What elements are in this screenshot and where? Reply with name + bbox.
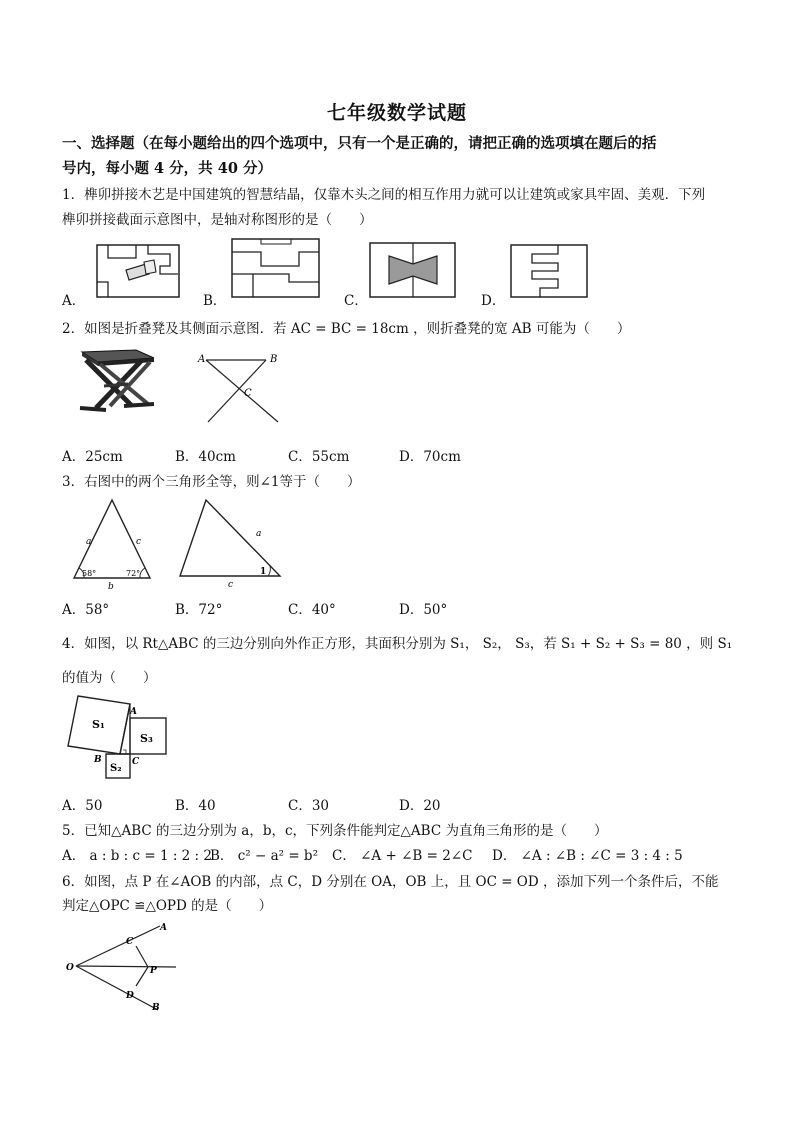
q2-label-c: C	[244, 388, 252, 399]
q4-label-b: B	[94, 755, 102, 765]
q2-text: 2．如图是折叠凳及其侧面示意图．若 AC = BC = 18cm ，则折叠凳的宽 AB 可能为（ ）	[62, 321, 631, 337]
q2-option-c[interactable]: C．55cm	[288, 449, 350, 465]
q3-t2-label-c: c	[228, 580, 234, 590]
q5-option-b[interactable]: B． c² − a² = b²	[210, 848, 318, 864]
q3-t2-angle-1: 1	[260, 567, 267, 577]
q2-label-a: A	[198, 354, 206, 365]
q1-figure-a	[96, 244, 180, 300]
q3-t1-angle-58: 58°	[82, 569, 97, 578]
q4-option-d[interactable]: D．20	[399, 798, 441, 814]
q4-label-s2: S₂	[110, 763, 122, 774]
q1-option-a[interactable]: A．	[62, 293, 86, 309]
q2-option-d[interactable]: D．70cm	[399, 449, 461, 465]
q4-option-c[interactable]: C．30	[288, 798, 330, 814]
q4-label-a: A	[130, 707, 137, 717]
q4-diagram	[64, 690, 172, 782]
q4-option-a[interactable]: A．50	[62, 798, 103, 814]
q1-figure-d	[510, 244, 588, 300]
q1-figure-b	[231, 238, 321, 300]
q6-text-line2: 判定△OPC ≌△OPD 的是（ ）	[62, 898, 273, 914]
q3-option-a[interactable]: A．58°	[62, 602, 110, 618]
q3-option-b[interactable]: B．72°	[175, 602, 223, 618]
page-title: 七年级数学试题	[326, 102, 467, 124]
q4-text-line1: 4．如图，以 Rt△ABC 的三边分别向外作正方形，其面积分别为 S₁， S₂， S₃，若 S₁ + S₂ + S₃ = 80 ，则 S₁	[62, 636, 733, 652]
q1-text-line1: 1．榫卯拼接木艺是中国建筑的智慧结晶，仅靠木头之间的相互作用力就可以让建筑或家具牢固、美观．下列	[62, 187, 706, 203]
q5-option-a[interactable]: A． a : b : c = 1 : 2 : 2	[62, 848, 212, 864]
q3-option-c[interactable]: C．40°	[288, 602, 336, 618]
q4-label-c: C	[132, 757, 140, 767]
q5-option-d[interactable]: D． ∠A : ∠B : ∠C = 3 : 4 : 5	[492, 848, 683, 864]
q1-text-line2: 榫卯拼接截面示意图中，是轴对称图形的是（ ）	[62, 212, 373, 228]
q5-option-c[interactable]: C． ∠A + ∠B = 2∠C	[332, 848, 473, 864]
q1-option-d[interactable]: D．	[481, 293, 506, 309]
q6-text-line1: 6．如图，点 P 在∠AOB 的内部，点 C，D 分别在 OA，OB 上，且 OC = OD ，添加下列一个条件后，不能	[62, 874, 719, 890]
q2-option-a[interactable]: A．25cm	[62, 449, 123, 465]
q6-label-b: B	[152, 1003, 160, 1013]
q6-label-d: D	[126, 991, 134, 1001]
q1-option-b[interactable]: B．	[203, 293, 227, 309]
q3-t2-label-a: a	[256, 529, 262, 539]
q3-t1-label-c: c	[136, 537, 142, 547]
q6-diagram	[64, 920, 184, 1012]
q4-option-b[interactable]: B．40	[175, 798, 216, 814]
q2-option-b[interactable]: B．40cm	[175, 449, 236, 465]
q3-t1-label-b: b	[108, 582, 114, 592]
q2-label-b: B	[270, 354, 278, 365]
q1-figure-c	[369, 242, 457, 300]
q6-label-a: A	[160, 923, 167, 933]
section-heading-line2: 号内，每小题 4 分，共 40 分）	[62, 160, 272, 177]
q6-label-p: P	[150, 966, 157, 976]
q2-diagram	[196, 352, 286, 427]
q5-text: 5．已知△ABC 的三边分别为 a，b，c，下列条件能判定△ABC 为直角三角形的是（ ）	[62, 823, 608, 839]
q6-label-o: O	[66, 963, 74, 973]
q1-option-c[interactable]: C．	[344, 293, 368, 309]
q6-label-c: C	[126, 937, 134, 947]
q3-t1-angle-72: 72°	[126, 569, 141, 578]
q3-triangle-2	[176, 496, 288, 590]
q3-option-d[interactable]: D．50°	[399, 602, 448, 618]
q2-stool-picture	[72, 348, 158, 414]
section-heading-line1: 一、选择题（在每小题给出的四个选项中，只有一个是正确的，请把正确的选项填在题后的括	[62, 135, 657, 152]
q4-text-line2: 的值为（ ）	[62, 670, 157, 686]
q4-label-s3: S₃	[140, 732, 153, 745]
q3-text: 3．右图中的两个三角形全等，则∠1等于（ ）	[62, 474, 361, 490]
q3-triangle-1	[64, 494, 160, 590]
q3-t1-label-a: a	[86, 537, 92, 547]
q4-label-s1: S₁	[92, 718, 105, 731]
